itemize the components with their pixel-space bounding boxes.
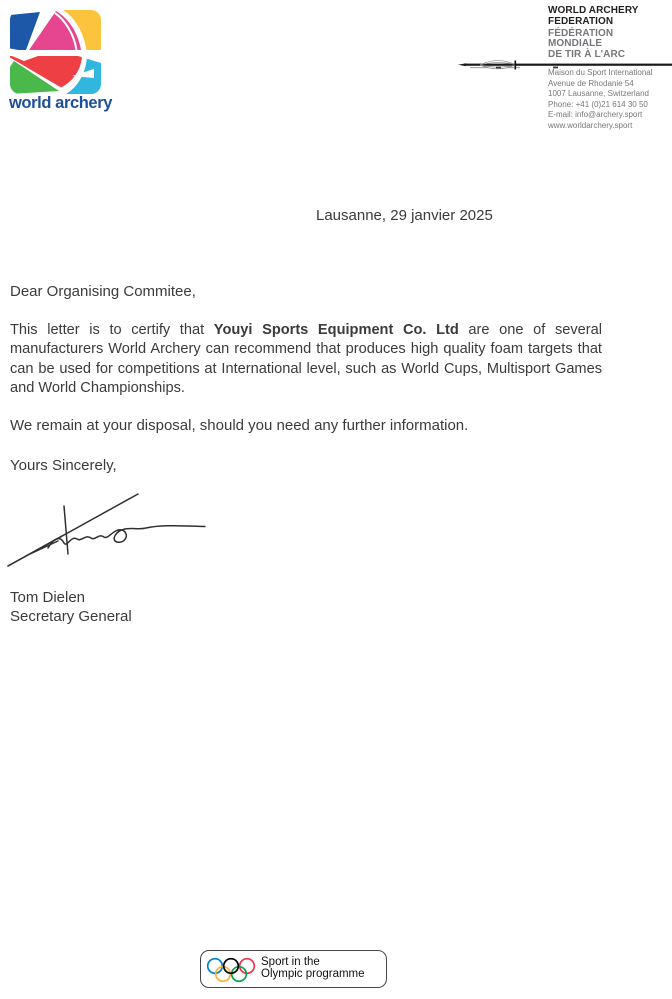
address-line-website: www.worldarchery.sport bbox=[548, 120, 633, 130]
org-name-fr-line2: MONDIALE bbox=[548, 38, 603, 50]
address-line: 1007 Lausanne, Switzerland bbox=[548, 89, 649, 99]
signer-name: Tom Dielen bbox=[10, 589, 86, 606]
dateline: Lausanne, 29 janvier 2025 bbox=[316, 207, 493, 224]
certify-prefix: This letter is to certify that bbox=[10, 322, 214, 338]
certify-suffix: are one of several manufacturers World Archery can recommend that produces high quality foam targets that can be used for competitions at International level, such as World Cups, Multisport Games and World Championships. bbox=[10, 322, 602, 396]
org-name-en-line1: WORLD ARCHERY bbox=[548, 5, 639, 16]
masthead bbox=[548, 6, 668, 61]
olympic-rings-icon bbox=[203, 954, 257, 986]
org-name-en-line2: FEDERATION bbox=[548, 15, 614, 27]
badge-text-line2: Olympic programme bbox=[261, 968, 365, 980]
address-block bbox=[548, 68, 653, 132]
badge-text-line1: Sport in the bbox=[261, 956, 320, 968]
certification-paragraph bbox=[10, 321, 602, 398]
salutation: Dear Organising Commitee, bbox=[10, 283, 196, 300]
address-line-email: E-mail: info@archery.sport bbox=[548, 110, 643, 120]
closing-line: We remain at your disposal, should you need any further information. bbox=[10, 417, 469, 434]
address-line: Maison du Sport International bbox=[548, 68, 653, 77]
company-name: Youyi Sports Equipment Co. Ltd bbox=[213, 322, 459, 338]
world-archery-logo-icon bbox=[10, 10, 101, 94]
signature bbox=[2, 486, 212, 578]
org-name-fr-line1: FÉDÉRATION bbox=[548, 27, 614, 39]
signer-title: Secretary General bbox=[10, 608, 132, 625]
sign-off: Yours Sincerely, bbox=[10, 457, 117, 474]
address-line-phone: Phone: +41 (0)21 614 30 50 bbox=[548, 99, 648, 109]
olympic-programme-badge bbox=[200, 950, 387, 988]
address-line: Avenue de Rhodanie 54 bbox=[548, 78, 634, 88]
world-archery-logo bbox=[9, 10, 113, 112]
org-name-fr-line3: DE TIR À L'ARC bbox=[548, 49, 626, 61]
badge-text bbox=[261, 956, 365, 980]
world-archery-wordmark: world archery bbox=[9, 94, 113, 112]
